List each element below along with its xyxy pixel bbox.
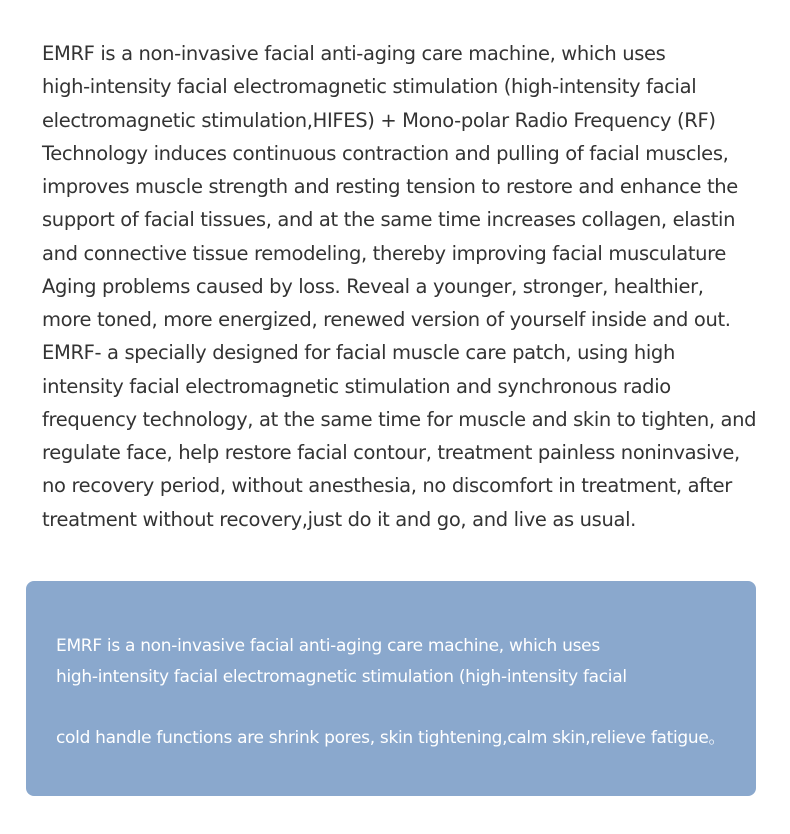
main-text-line: no recovery period, without anesthesia, no discomfort in treatment, after [42, 474, 732, 498]
main-text-line: improves muscle strength and resting tension to restore and enhance the [42, 175, 738, 198]
main-text-line: support of facial tissues, and at the same time increases collagen, elastin [42, 208, 736, 232]
main-text-line: high-intensity facial electromagnetic stimulation (high-intensity facial [42, 75, 697, 99]
main-text-line: frequency technology, at the same time for muscle and skin to tighten, and [42, 407, 757, 431]
main-text-line: Aging problems caused by loss. Reveal a younger, stronger, healthier, [42, 274, 704, 298]
main-text-line: regulate face, help restore facial contour, treatment painless noninvasive, [42, 441, 740, 464]
main-text-line: electromagnetic stimulation,HIFES) + Mono-polar Radio Frequency (RF) [42, 108, 716, 132]
main-text-line: EMRF- a specially designed for facial muscle care patch, using high [42, 341, 675, 365]
main-text-line: treatment without recovery,just do it and go, and live as usual. [42, 507, 637, 531]
main-text-line: more toned, more energized, renewed version of yourself inside and out. [42, 308, 731, 331]
main-text-line: intensity facial electromagnetic stimulation and synchronous radio [42, 374, 671, 398]
info-box-line: cold handle functions are shrink pores, skin tightening,calm skin,relieve fatigue。 [56, 727, 726, 748]
info-box-line: high-intensity facial electromagnetic stimulation (high-intensity facial [56, 666, 627, 687]
main-text-line: EMRF is a non-invasive facial anti-aging care machine, which uses [42, 42, 666, 65]
info-box [26, 581, 756, 796]
info-box-text [56, 631, 725, 753]
info-box-line [56, 692, 725, 723]
info-box-line: EMRF is a non-invasive facial anti-aging care machine, which uses [56, 636, 600, 656]
main-text-line: Technology induces continuous contraction and pulling of facial muscles, [42, 141, 729, 165]
main-description [42, 37, 757, 536]
main-text-line: and connective tissue remodeling, thereby improving facial musculature [42, 241, 727, 265]
